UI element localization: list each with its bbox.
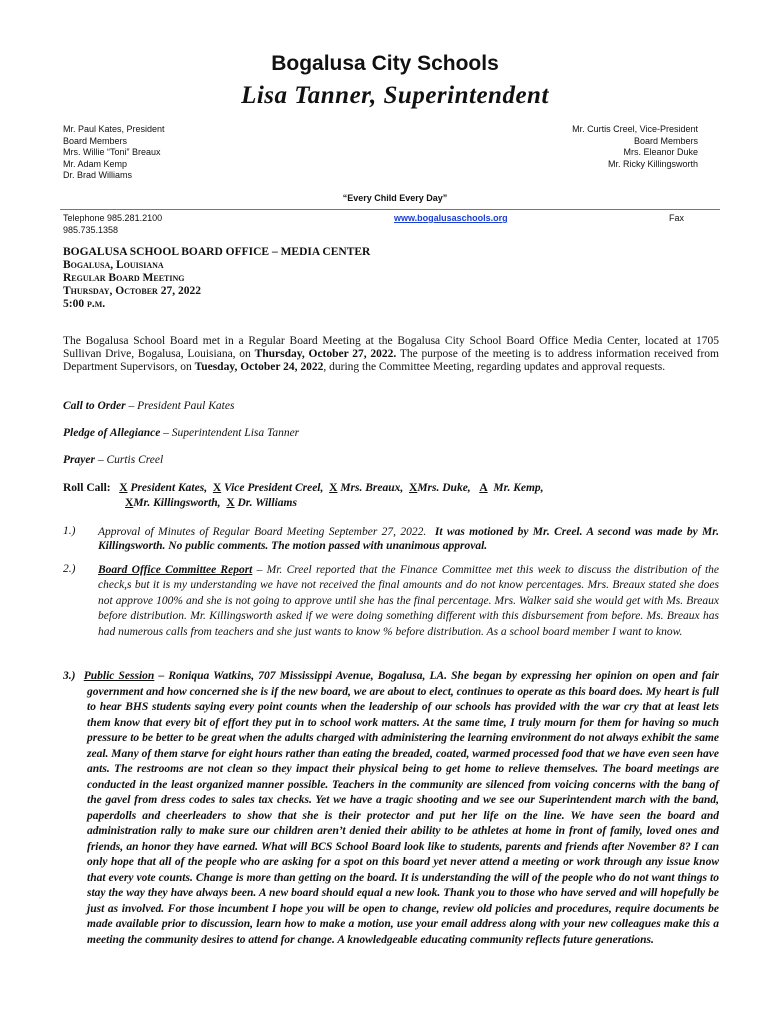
prayer-text: – Curtis Creel [94,454,164,466]
intro-text: The purpose of the meeting is to address information received from Department Supervisors, on [63,348,720,374]
telephone: Telephone 985.281.2100 [63,213,163,223]
intro-text: , during the Committee Meeting, regarding updates and approval requests. [323,361,666,374]
member-line: Mr. Ricky Killingsworth [607,158,698,169]
item-text: – Roniqua Watkins, 707 Mississippi Avenue, Bogalusa, LA. She began by expressing her opinion on open and fair government and how concerned she is if the new board, we are about to elect, continues to operate as this board does. My heart is full to hear BHS students saying every point counts when the leadership of our schools has provided with the war cry that at least lets them know that every bit of effort they put in to school work matters. At the same time, I truly mourn for them for having so much pressure to be better to be great when the adults charged with administering the learning environment do not always exhibit the same zeal. Many of them starve for eight hours rather than eating the breaded, coated, warmed processed food that we have even seen have ants. The restrooms are not clean so they impact their physical being to get home to relieve themselves. The board meetings are conducted in the least organized manner possible. Teachers in the community are silenced from voicing concerns with the bang of the gavel from dress codes to sales tax checks. Yet we have a tragic shooting and we see our Superintendent march with the band, paperdolls and cheerleaders to show that she is their protector and put her life on the line. We have seen the board and administration rally to make sure our children aren’t denied their ability to be athletes at home in front of family, loved ones and friends, an honor they have earned. What will BCS School Board look like to students, parents and friends after November 8? I can only hope that all of the people who are asking for a spot on this board yet never attend a meeting or work through any issue know that every vote counts. Change is more than getting on the board. It is understanding the will of the people who do not want things to stay the way they have always been. A new board should equal a new look. Thank you to those who have served and will hopefully be just as involved. For those incumbent I hope you will be open to change, review old policies and procedures, require documents be made available prior to discussion, learn how to make a motion, use your email address along with your new colleagues make this a meeting the community desires to attend for change. A knowledgeable educating community reflects future generations. [87,670,719,946]
call-to-order [63,400,234,412]
item-motion: It was motioned by Mr. Creel. A second was made by Mr. Killingsworth. No public comments. The motion passed with unanimous approval. [98,526,719,552]
roll-mark: A [479,482,488,494]
item-number: 2.) [63,563,76,575]
pledge-text: – Superintendent Lisa Tanner [160,427,300,439]
roll-call-line-2 [63,496,544,511]
committee-date: Tuesday, October 24, 2022 [194,361,324,374]
phone-secondary: 985.735.1358 [63,224,119,235]
roll-mark: X [226,496,235,509]
intro-text: The Bogalusa School Board met in a Regular Board Meeting at the Bogalusa City School Board Office Media Center, located at 1705 Sullivan Drive, Bogalusa, Louisiana, on [63,335,719,361]
roll-mark: X [119,482,128,494]
member-line: Mrs. Eleanor Duke [623,147,698,157]
member-line: Dr. Brad Williams [63,170,133,180]
item-heading: Board Office Committee Report [98,564,253,576]
prayer-label: Prayer [63,454,95,466]
meeting-time: 5:00 p.m. [63,298,106,310]
call-to-order-label: Call to Order [63,400,126,412]
board-members-right [540,124,698,170]
item-heading: Public Session [83,670,155,682]
roll-mark: X [125,496,134,509]
item-3-public-session [63,669,719,948]
roll-name: Dr. Williams [237,496,297,509]
motto: “Every Child Every Day” [342,193,448,203]
roll-mark: X [329,482,338,494]
organization-title: Bogalusa City Schools [271,52,499,75]
pledge-label: Pledge of Allegiance [63,427,161,439]
member-line: Mr. Paul Kates, President [63,124,165,134]
meeting-date: Thursday, October 27, 2022 [63,285,201,297]
roll-name: Mrs. Breaux, [340,482,404,494]
roll-call-label: Roll Call [63,482,107,494]
item-number: 1.) [63,525,76,537]
item-number: 3.) [63,670,76,682]
item-text: – Mr. Creel reported that the Finance Committee met this week to discuss the distribution of the check,s but it is my understanding we have not received the final amounts and do not know percentages. Mrs. Breaux stated she does not approve 100% and she is not going to approve until she has the final percentage. Mrs. Walker said she would get with Ms. Breaux before distribution. Mr. Killingsworth asked if we were doing something different with this disbursement from before. Ms. Breaux has had numerous calls from teachers and she just wants to know % before distribution. As a school board member I want to know. [98,564,720,638]
call-to-order-text: – President Paul Kates [125,400,235,412]
roll-name: Vice President Creel, [224,482,324,494]
roll-name: President Kates, [130,482,208,494]
intro-paragraph [63,335,719,375]
meeting-city: Bogalusa, Louisiana [63,259,164,271]
contact-phones [63,213,162,236]
prayer [63,454,163,466]
item-1-minutes [98,525,719,553]
item-text: Approval of Minutes of Regular Board Meeting September 27, 2022. [98,526,427,538]
roll-name: Mr. Killingsworth, [133,496,221,509]
pledge [63,427,299,439]
meeting-header [63,246,370,311]
header-divider [60,209,720,210]
board-members-left [63,124,165,182]
meeting-location: BOGALUSA SCHOOL BOARD OFFICE – MEDIA CENTER [63,246,371,258]
member-line: Board Members [633,135,698,146]
website-link[interactable]: www.bogalusaschools.org [394,213,508,223]
roll-name: Mr. Kemp, [493,482,544,494]
member-line: Mr. Curtis Creel, Vice-President [572,124,698,134]
member-line: Board Members [63,135,128,146]
intro-date: Thursday, October 27, 2022. [254,348,397,361]
superintendent-title: Lisa Tanner, Superintendent [241,82,549,109]
fax-label: Fax [669,213,685,223]
member-line: Mrs. Willie “Toni” Breaux [63,147,161,157]
roll-mark: X [212,482,222,494]
roll-mark: X [409,482,418,494]
item-2-committee-report [98,563,719,640]
member-line: Mr. Adam Kemp [63,158,128,169]
roll-name: Mrs. Duke, [417,482,471,494]
roll-call [63,481,544,510]
meeting-type: Regular Board Meeting [63,272,185,284]
roll-call-line-1: Roll Call: X President Kates, X Vice President Creel, X Mrs. Breaux, XMrs. Duke, A Mr. Kemp, [63,482,544,494]
